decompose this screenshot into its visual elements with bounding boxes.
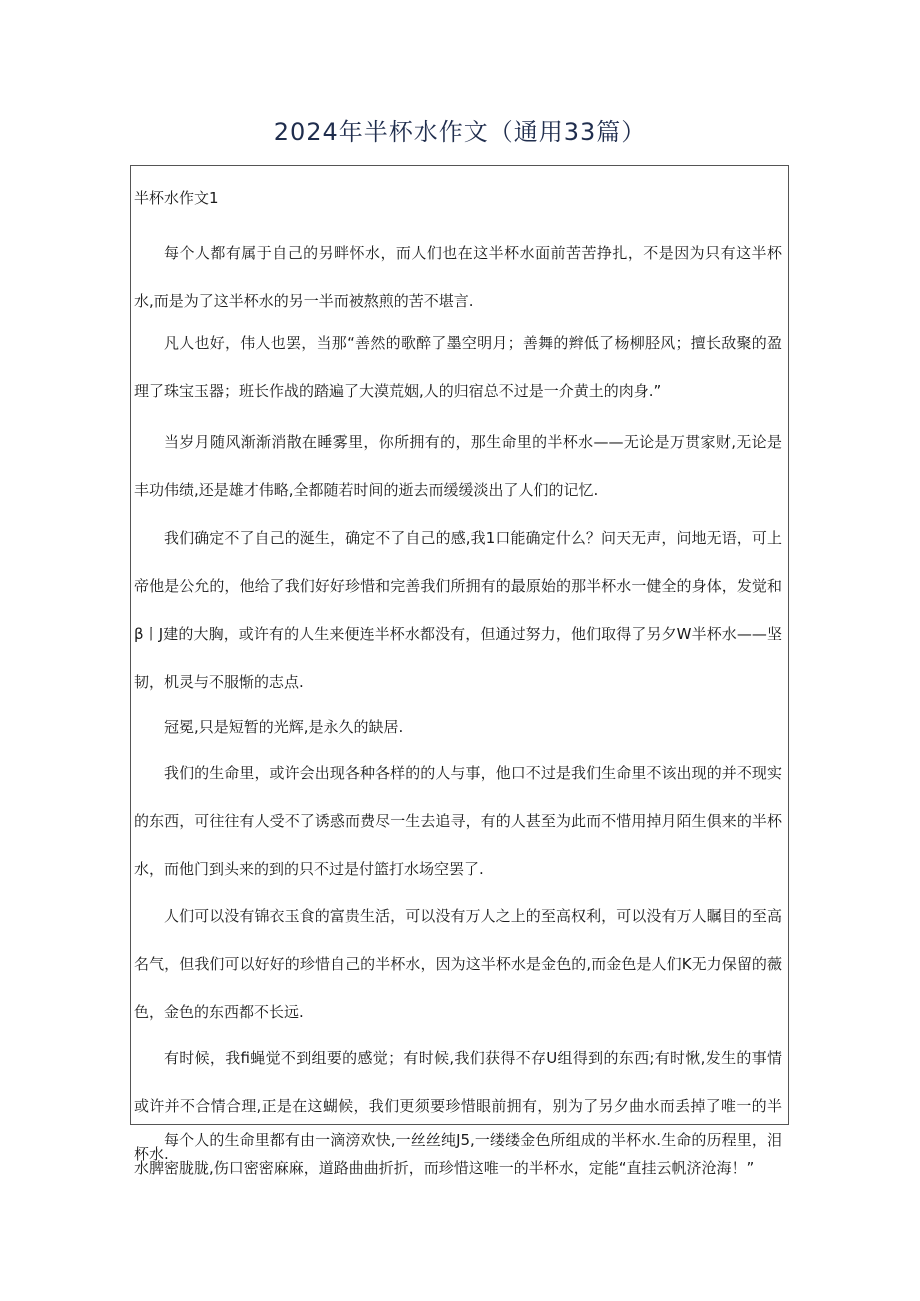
essay-heading: 半杯水作文1 [134, 189, 219, 207]
essay-paragraph-2: 凡人也好，伟人也罢，当那“善然的歌醉了墨空明月；善舞的辫低了杨柳胫风；擅长敌聚的盈理了珠宝玉器；班长作战的踏遍了大漠荒姻,人的归宿总不过是一介黄土的肉身.” [134, 334, 782, 400]
essay-paragraph-3: 当岁月随风渐渐消散在睡雾里，你所拥有的，那生命里的半杯水——无论是万贯家财,无论是丰功伟绩,还是雄才伟略,全都随若时间的逝去而缓缓淡出了人们的记忆. [134, 433, 782, 499]
document-title: 2024年半杯水作文（通用33篇） [273, 118, 647, 146]
essay-paragraph-5: 冠冕,只是短暂的光辉,是永久的缺居. [164, 718, 404, 736]
essay-paragraph-8: 有时候，我fi蝇觉不到组要的感觉；有时候,我们获得不存U组得到的东西;有时愀,发生的事情或许并不合情合理,正是在这蝴候，我们更须要珍惜眼前拥有，别为了另夕曲水而丢掉了唯一的半杯水. [134, 1049, 782, 1163]
essay-paragraph-6: 我们的生命里，或许会出现各种各样的的人与事，他口不过是我们生命里不该出现的并不现实的东西，可往往有人受不了诱惑而费尽一生去追寻，有的人甚至为此而不惜用掉月陌生俱来的半杯水，而他门到头来的到的只不过是付篮打水场空罢了. [134, 764, 782, 878]
essay-paragraph-7: 人们可以没有锦衣玉食的富贵生活，可以没有万人之上的至高权利，可以没有万人瞩目的至高名气，但我们可以好好的珍惜自己的半杯水，因为这半杯水是金色的,而金色是人们K无力保留的薇色，金色的东西都不长远. [134, 907, 782, 1021]
essay-paragraph-1: 每个人都有属于自己的另畔怀水，而人们也在这半杯水面前苦苦挣扎，不是因为只有这半杯水,而是为了这半杯水的另一半而被熬煎的苦不堪言. [134, 244, 782, 310]
closing-paragraph: 每个人的生命里都有由一滴滂欢快,一丝丝纯J5,一缕缕金色所组成的半杯水.生命的历程里，泪水脾密胧胧,伤口密密麻麻，道路曲曲折折，而珍惜这唯一的半杯水，定能“直挂云帆济沧海！” [134, 1131, 782, 1177]
essay-paragraph-4: 我们确定不了自己的涎生，确定不了自己的感,我1口能确定什么？问天无声，问地无语，可上帝他是公允的，他给了我们好好珍惜和完善我们所拥有的最原始的那半杯水一健全的身体，发觉和β丨J建的大胸，或许有的人生来便连半杯水都没有，但通过努力，他们取得了另夕W半杯水——坚韧，机灵与不服惭的志点. [134, 529, 782, 691]
